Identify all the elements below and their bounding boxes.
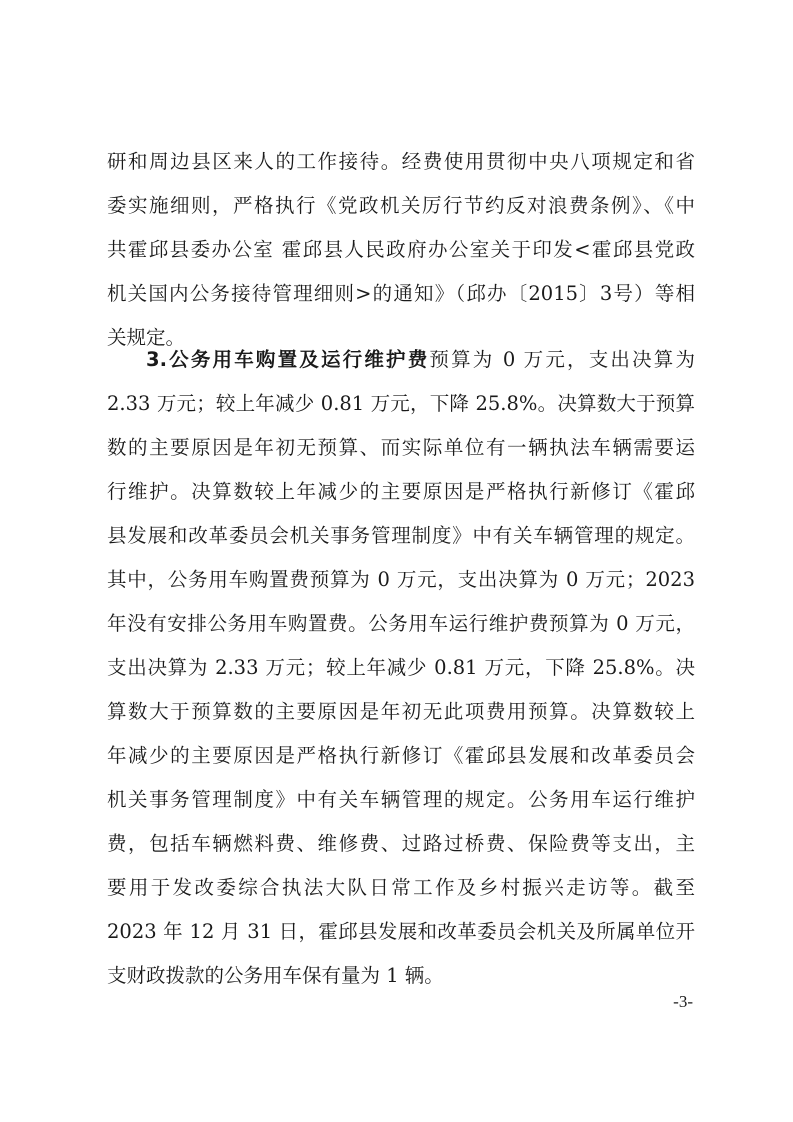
text-line: 年没有安排公务用车购置费。公务用车运行维护费预算为 0 万元，	[107, 612, 695, 635]
text-line: 要用于发改委综合执法大队日常工作及乡村振兴走访等。截至	[107, 876, 695, 899]
text-line: 机关国内公务接待管理细则>的通知》（邱办〔2015〕3号）等相	[107, 282, 695, 305]
text-line: 共霍邱县委办公室 霍邱县人民政府办公室关于印发<霍邱县党政	[107, 238, 695, 261]
text-line: 行维护。决算数较上年减少的主要原因是严格执行新修订《霍邱	[107, 480, 695, 503]
text-line: 研和周边县区来人的工作接待。经费使用贯彻中央八项规定和省	[107, 150, 695, 173]
text-line: 数的主要原因是年初无预算、而实际单位有一辆执法车辆需要运	[107, 436, 695, 459]
page-number: -3-	[673, 992, 693, 1011]
text-line: 委实施细则，严格执行《党政机关厉行节约反对浪费条例》、《中	[107, 194, 695, 217]
text-line: 县发展和改革委员会机关事务管理制度》中有关车辆管理的规定。	[107, 524, 695, 547]
text-line: 机关事务管理制度》中有关车辆管理的规定。公务用车运行维护	[107, 788, 695, 811]
text-fragment: 预算为 0 万元，支出决算为	[429, 348, 695, 371]
text-line: 算数大于预算数的主要原因是年初无此项费用预算。决算数较上	[107, 700, 695, 723]
text-line: 2.33 万元；较上年减少 0.81 万元，下降 25.8%。决算数大于预算	[107, 392, 695, 415]
text-line: 年减少的主要原因是严格执行新修订《霍邱县发展和改革委员会	[107, 744, 695, 767]
paragraph-first-line	[146, 338, 695, 382]
text-line: 费，包括车辆燃料费、维修费、过路过桥费、保险费等支出，主	[107, 832, 695, 855]
text-line: 支出决算为 2.33 万元；较上年减少 0.81 万元，下降 25.8%。决	[107, 656, 695, 679]
text-line: 关规定。	[107, 326, 186, 349]
text-line: 其中，公务用车购置费预算为 0 万元，支出决算为 0 万元；2023	[107, 568, 695, 591]
section-heading: 3.公务用车购置及运行维护费	[146, 348, 430, 371]
text-line: 2023 年 12 月 31 日，霍邱县发展和改革委员会机关及所属单位开	[107, 920, 695, 943]
text-line: 支财政拨款的公务用车保有量为 1 辆。	[107, 964, 444, 987]
